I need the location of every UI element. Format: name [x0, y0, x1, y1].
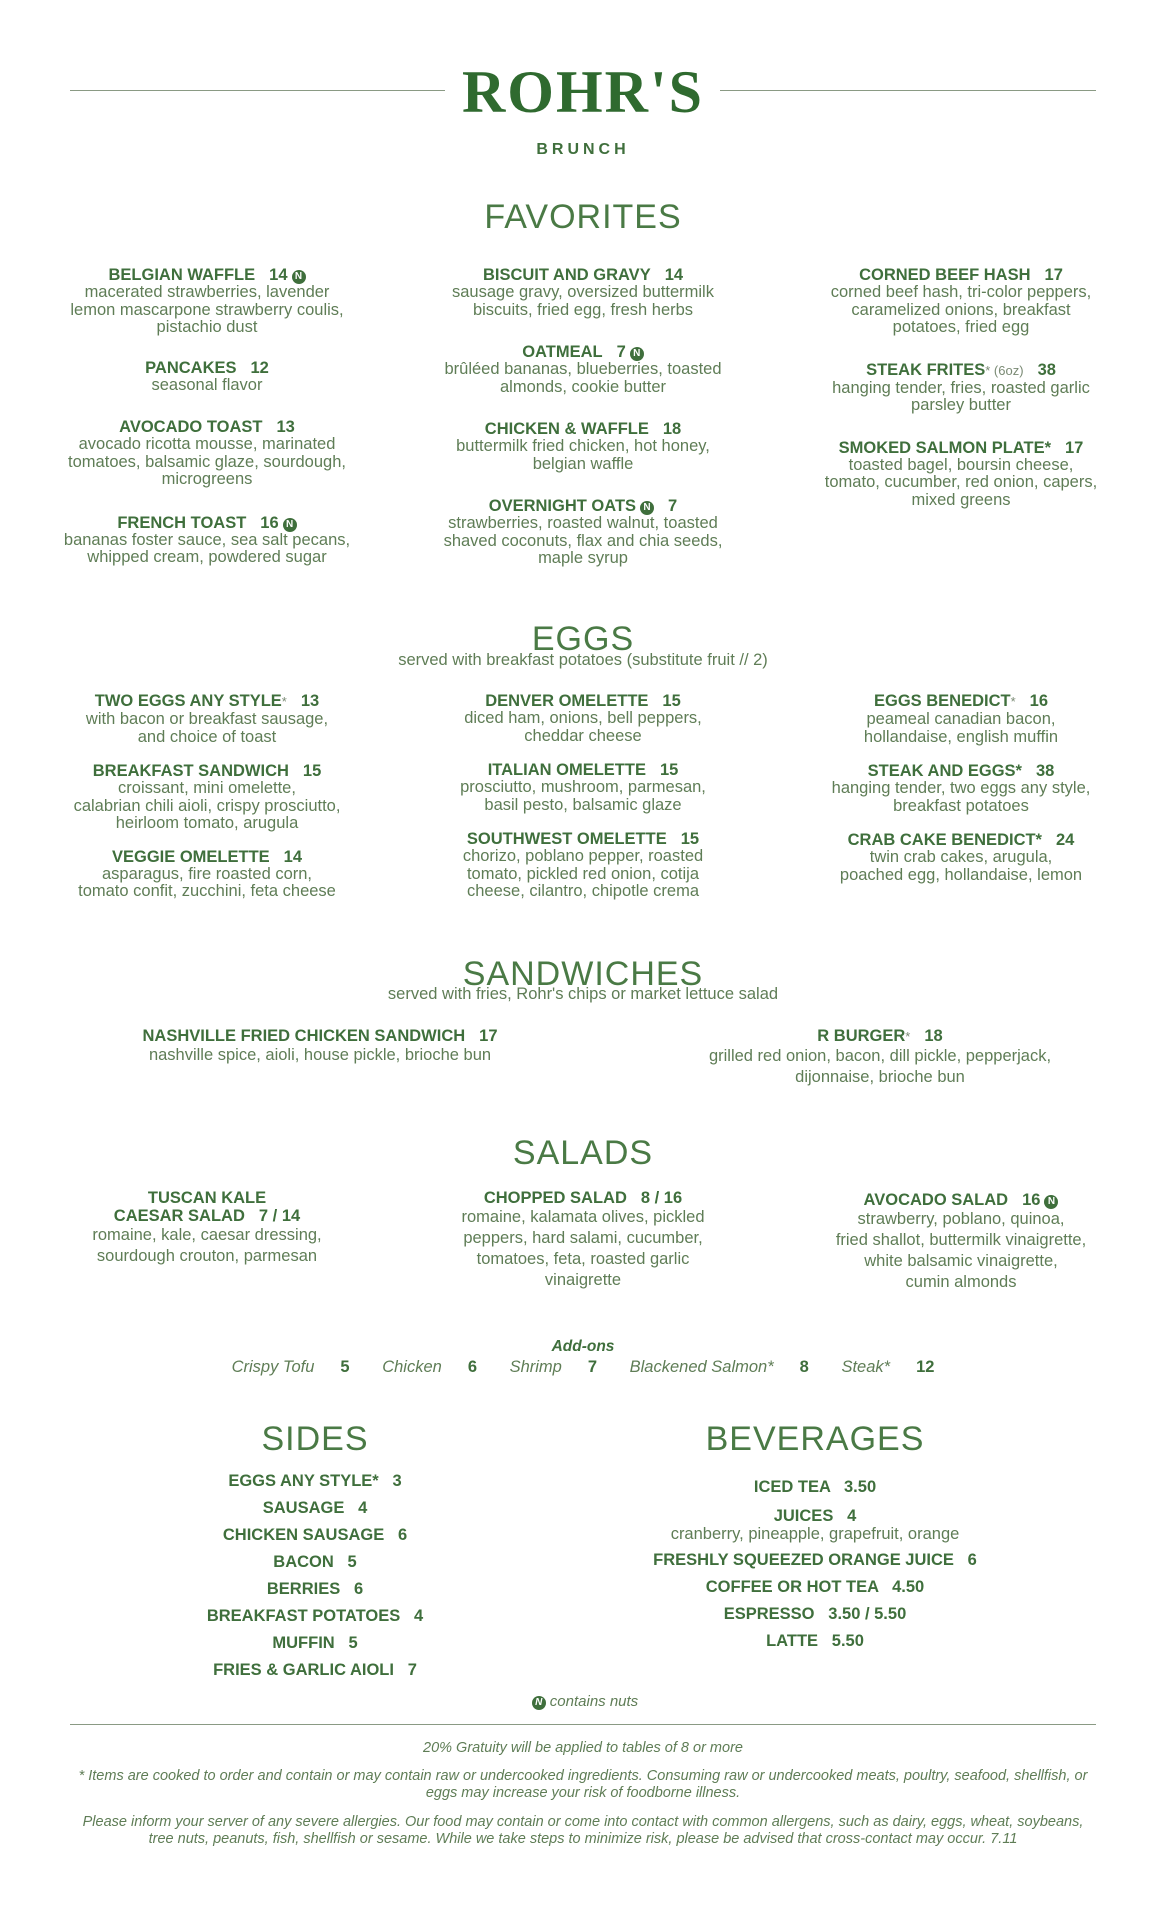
item-price: 13 [276, 418, 295, 436]
item-name: TUSCAN KALE [147, 1189, 267, 1207]
item-price: 14 [664, 266, 684, 284]
item-price: 16 [260, 513, 279, 532]
item-description: diced ham, onions, bell peppers, cheddar cheese [464, 709, 702, 745]
menu-item [784, 361, 1138, 415]
item-description: asparagus, fire roasted corn, tomato confit, zucchini, feta cheese [78, 864, 336, 900]
menu-item [30, 359, 384, 395]
sandwiches-title: SANDWICHES [462, 955, 704, 993]
eggs-column-1 [30, 692, 384, 923]
addons-list [0, 1358, 1166, 1377]
item-price: 15 [680, 830, 700, 848]
item-description: buttermilk fried chicken, hot honey, belgian waffle [456, 437, 710, 473]
addon-item: Chicken 6 [382, 1358, 477, 1376]
raw-food-disclaimer: * Items are cooked to order and contain or may contain raw or undercooked ingredients. Consuming raw or undercooked meats, poultry, seafood, shellfish, or eggs may increase your risk of foodborne illness. [78, 1768, 1088, 1801]
menu-item [30, 762, 384, 833]
item-name: CRAB CAKE BENEDICT* [847, 831, 1042, 849]
eggs-column-2 [406, 692, 760, 923]
item-name: STEAK AND EGGS* [867, 762, 1022, 780]
menu-item [406, 830, 760, 901]
item-note: * (6oz) [985, 362, 1024, 378]
addon-item: Blackened Salmon* 8 [629, 1358, 809, 1376]
item-price: 24 [1055, 831, 1075, 849]
beverage-item: ESPRESSO 3.50 / 5.50 [723, 1605, 907, 1623]
item-note: * [1010, 694, 1016, 709]
nut-icon: N [532, 1696, 546, 1710]
side-item: EGGS ANY STYLE* 3 [228, 1472, 402, 1490]
menu-item [784, 831, 1138, 884]
nut-icon: N [1044, 1195, 1058, 1209]
item-description: peameal canadian bacon, hollandaise, english muffin [863, 710, 1059, 746]
nut-icon: N [283, 518, 297, 532]
item-price: 13 [300, 692, 320, 710]
item-price: 38 [1035, 762, 1055, 780]
nut-legend-text: contains nuts [549, 1693, 639, 1710]
item-price: 16 [1029, 692, 1049, 710]
item-description: romaine, kalamata olives, pickled peppers, hard salami, cucumber, tomatoes, feta, roasted garlic vinaigrette [461, 1208, 705, 1289]
item-name: CAESAR SALAD [113, 1207, 245, 1225]
item-name: CORNED BEEF HASH [859, 266, 1031, 284]
item-description: avocado ricotta mousse, marinated tomatoes, balsamic glaze, sourdough, microgreens [68, 435, 346, 488]
beverage-item: ICED TEA 3.50 [753, 1478, 877, 1496]
side-item: CHICKEN SAUSAGE 6 [222, 1526, 408, 1544]
restaurant-logo: ROHR'S [461, 59, 705, 125]
allergy-disclaimer: Please inform your server of any severe allergies. Our food may contain or come into contact with common allergens, such as dairy, eggs, wheat, soybeans, tree nuts, peanuts, fish, shellfish or sesame. While we take steps to minimize risk, please be advised that cross-contact may occur. 7.11 [82, 1814, 1084, 1847]
item-name: CHICKEN & WAFFLE [484, 420, 649, 438]
side-item: BREAKFAST POTATOES 4 [206, 1607, 424, 1625]
item-description: prosciutto, mushroom, parmesan, basil pesto, balsamic glaze [460, 778, 706, 814]
item-name: PANCAKES [145, 358, 237, 377]
menu-item [30, 418, 384, 489]
menu-item [784, 266, 1138, 337]
item-description: chorizo, poblano pepper, roasted tomato, pickled red onion, cotija cheese, cilantro, chipotle crema [462, 847, 704, 900]
menu-item [406, 497, 760, 568]
item-price: 12 [250, 358, 269, 377]
item-name: STEAK FRITES [866, 360, 986, 379]
item-price: 38 [1037, 360, 1056, 379]
item-description: strawberries, roasted walnut, toasted shaved coconuts, flax and chia seeds, maple syrup [443, 514, 723, 567]
nut-icon: N [630, 347, 644, 361]
menu-item [406, 692, 760, 745]
item-price: 14 [283, 847, 303, 866]
item-price: 7 [616, 343, 626, 361]
beverage-item: FRESHLY SQUEEZED ORANGE JUICE 6 [653, 1551, 977, 1569]
item-description: grilled red onion, bacon, dill pickle, pepperjack, dijonnaise, brioche bun [708, 1047, 1052, 1086]
side-item: MUFFIN 5 [272, 1634, 358, 1652]
item-price: 16 [1022, 1191, 1041, 1209]
item-price: 17 [479, 1027, 498, 1045]
item-name: SOUTHWEST OMELETTE [466, 830, 667, 848]
salads-title: SALADS [512, 1134, 654, 1172]
item-price: 17 [1044, 266, 1063, 284]
favorites-title: FAVORITES [484, 198, 682, 236]
item-description: toasted bagel, boursin cheese, tomato, cucumber, red onion, capers, mixed greens [824, 455, 1098, 509]
beverages-title: BEVERAGES [705, 1420, 925, 1458]
item-description: corned beef hash, tri-color peppers, caramelized onions, breakfast potatoes, fried egg [830, 283, 1092, 336]
beverage-item: COFFEE OR HOT TEA 4.50 [705, 1578, 925, 1596]
item-price: 7 / 14 [258, 1207, 301, 1225]
nut-legend [0, 1693, 1166, 1710]
eggs-column-3 [784, 692, 1138, 906]
menu-item [784, 439, 1138, 510]
side-item: BERRIES 6 [266, 1580, 364, 1598]
menu-item [30, 514, 384, 567]
favorites-column-1 [30, 266, 384, 589]
item-note: * [281, 694, 287, 709]
sandwiches-subtitle: served with fries, Rohr's chips or market lettuce salad [387, 985, 779, 1003]
side-item: FRIES & GARLIC AIOLI 7 [213, 1661, 417, 1679]
menu-subtitle: BRUNCH [536, 141, 630, 158]
beverages-list [600, 1478, 1030, 1650]
item-name: AVOCADO TOAST [119, 418, 263, 436]
item-price: 18 [662, 420, 682, 438]
gratuity-note: 20% Gratuity will be applied to tables of 8 or more [423, 1740, 743, 1756]
beverage-description: cranberry, pineapple, grapefruit, orange [670, 1525, 960, 1543]
item-price: 15 [662, 692, 681, 710]
item-name: BELGIAN WAFFLE [108, 266, 256, 284]
eggs-subtitle: served with breakfast potatoes (substitute fruit // 2) [398, 651, 768, 669]
salad-column-1 [30, 1189, 384, 1267]
addons-title: Add-ons [551, 1338, 615, 1355]
sides-title: SIDES [261, 1420, 369, 1458]
item-name: AVOCADO SALAD [863, 1191, 1009, 1209]
favorites-column-2 [406, 266, 760, 590]
item-name: NASHVILLE FRIED CHICKEN SANDWICH [142, 1027, 466, 1045]
item-name: BISCUIT AND GRAVY [482, 266, 651, 284]
item-note: * [905, 1029, 911, 1044]
item-name: VEGGIE OMELETTE [111, 847, 270, 866]
nut-icon: N [640, 501, 654, 515]
item-description: romaine, kale, caesar dressing, sourdough crouton, parmesan [92, 1226, 322, 1265]
item-description: sausage gravy, oversized buttermilk biscuits, fried egg, fresh herbs [452, 283, 714, 319]
menu-item [30, 692, 384, 746]
nut-icon: N [292, 270, 306, 284]
item-name: OATMEAL [522, 343, 603, 361]
sandwich-right [620, 1027, 1140, 1088]
menu-item [406, 761, 760, 814]
menu-item [30, 848, 384, 901]
footer-rule [70, 1724, 1096, 1725]
item-price: 14 [269, 266, 288, 284]
item-price: 15 [659, 761, 679, 779]
salad-column-2 [406, 1189, 760, 1291]
item-name: R BURGER [817, 1027, 906, 1045]
item-description: seasonal flavor [151, 375, 263, 394]
sandwich-left [60, 1027, 580, 1066]
item-description: hanging tender, fries, roasted garlic parsley butter [832, 378, 1090, 414]
item-name: ITALIAN OMELETTE [487, 761, 646, 779]
item-price: 15 [302, 762, 322, 780]
addon-item: Steak* 12 [841, 1358, 935, 1376]
item-price: 18 [924, 1027, 943, 1045]
item-description: twin crab cakes, arugula, poached egg, hollandaise, lemon [839, 848, 1083, 884]
salad-column-3 [784, 1191, 1138, 1293]
item-name: OVERNIGHT OATS [488, 497, 637, 515]
eggs-title: EGGS [531, 620, 635, 658]
favorites-column-3 [784, 266, 1138, 531]
item-name: BREAKFAST SANDWICH [92, 762, 289, 780]
beverage-item: JUICES 4 [773, 1507, 857, 1525]
item-name: TWO EGGS ANY STYLE [94, 692, 282, 710]
addon-item: Shrimp 7 [509, 1358, 598, 1376]
side-item: BACON 5 [273, 1553, 357, 1571]
item-description: bananas foster sauce, sea salt pecans, whipped cream, powdered sugar [63, 530, 351, 566]
item-name: SMOKED SALMON PLATE* [838, 438, 1051, 457]
item-description: strawberry, poblano, quinoa, fried shallot, buttermilk vinaigrette, white balsamic vinaigrette, cumin almonds [835, 1210, 1087, 1291]
item-price: 17 [1065, 438, 1084, 457]
item-description: hanging tender, two eggs any style, breakfast potatoes [831, 779, 1091, 815]
item-name: FRENCH TOAST [117, 513, 247, 532]
item-description: nashville spice, aioli, house pickle, brioche bun [148, 1046, 492, 1064]
item-name: DENVER OMELETTE [485, 692, 649, 710]
item-name: EGGS BENEDICT [873, 692, 1011, 710]
menu-item [406, 343, 760, 396]
addon-item: Crispy Tofu 5 [231, 1358, 350, 1376]
menu-item [406, 420, 760, 473]
item-description: macerated strawberries, lavender lemon mascarpone strawberry coulis, pistachio dust [70, 283, 344, 336]
item-description: with bacon or breakfast sausage, and choice of toast [85, 710, 329, 746]
item-price: 8 / 16 [640, 1189, 683, 1207]
menu-item [406, 266, 760, 319]
item-description: brûléed bananas, blueberries, toasted almonds, cookie butter [444, 360, 722, 396]
sides-list [120, 1468, 510, 1684]
menu-item [784, 692, 1138, 746]
item-description: croissant, mini omelette, calabrian chili aioli, crispy prosciutto, heirloom tomato, arugula [73, 779, 341, 832]
side-item: SAUSAGE 4 [262, 1499, 368, 1517]
beverage-item: LATTE 5.50 [766, 1632, 864, 1650]
menu-item [784, 762, 1138, 815]
item-price: 7 [668, 497, 678, 515]
item-name: CHOPPED SALAD [483, 1189, 627, 1207]
menu-item [30, 266, 384, 337]
